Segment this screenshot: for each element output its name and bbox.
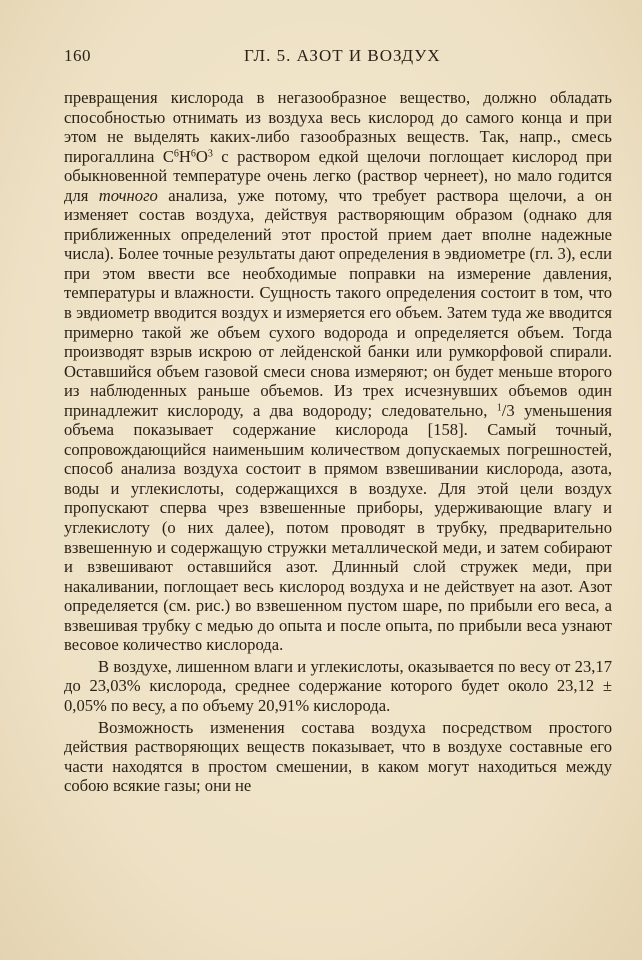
- running-title: ГЛ. 5. АЗОТ И ВОЗДУХ: [244, 46, 441, 65]
- emphasis-tochnogo: точного: [98, 185, 158, 205]
- body-text: [64, 88, 612, 796]
- paragraph-1: превращения кислорода в негазообразное вещество, должно обладать способностью отнимать из воздуха весь кислород до самого конца и при этом не выделять каких-либо газообразных веществ. Так, напр., смесь пирогаллина $C^6H^6O^3$ с раствором едкой щелочи поглощает кислород при обыкновенной температуре очень легко (раствор чернеет), но мало годится для точного анализа, уже потому, что требует раствора щелочи, а он изменяет состав воздуха, действуя растворяющим образом (однако для приближенных определений этот простой прием дает вполне надежные числа). Более точные результаты дают определения в эвдиометре (гл. 3), если при этом ввести все необходимые поправки на измерение давления, температуры и влажности. Сущность такого определения состоит в том, что в эвдиометр вводится воздух и измеряется его объем. Затем туда же вводится примерно такой же объем сухого водорода и определяется объем. Тогда производят взрыв искрою от лейденской банки или румкорфовой спирали. Оставшийся объем газовой смеси снова измеряют; он будет меньше второго из наблюденных раньше объемов. Из трех исчезнувших объемов один принадлежит кислороду, а два водороду; следовательно, $^1$/3 уменьшения объема показывает содержание кислорода [158]. Самый точный, сопровождающийся наименьшим количеством допускаемых погрешностей, способ анализа воздуха состоит в прямом взвешивании кислорода, азота, воды и углекислоты, содержащихся в воздухе. Для этой цели воздух пропускают сперва чрез взвешенные приборы, удерживающие влагу и углекислоту (о них далее), потом проводят в трубку, предварительно взвешенную и содержащую стружки металлической меди, и затем собирают и взвешивают оставшийся азот. Длинный слой стружек меди, при накаливании, поглощает весь кислород воздуха и не действует на азот. Азот определяется (см. рис.) во взвешенном пустом шаре, по прибыли его веса, а взвешивая трубку с медью до опыта и после опыта, по прибыли веса узнают весовое количество кислорода.: [64, 88, 613, 655]
- page-header: [64, 46, 612, 70]
- paragraph-3: Возможность изменения состава воздуха посредством простого действия растворяющих веществ показывает, что в воздухе составные его части находятся в простом смешении, в каком могут находиться между собою всякие газы; они не: [64, 717, 612, 796]
- page-number: 160: [64, 46, 91, 65]
- paragraph-2: В воздухе, лишенном влаги и углекислоты, оказывается по весу от 23,17 до 23,03% кислорода, среднее содержание которого будет около 23,12 ± 0,05% по весу, а по объему 20,91% кислорода.: [64, 656, 612, 715]
